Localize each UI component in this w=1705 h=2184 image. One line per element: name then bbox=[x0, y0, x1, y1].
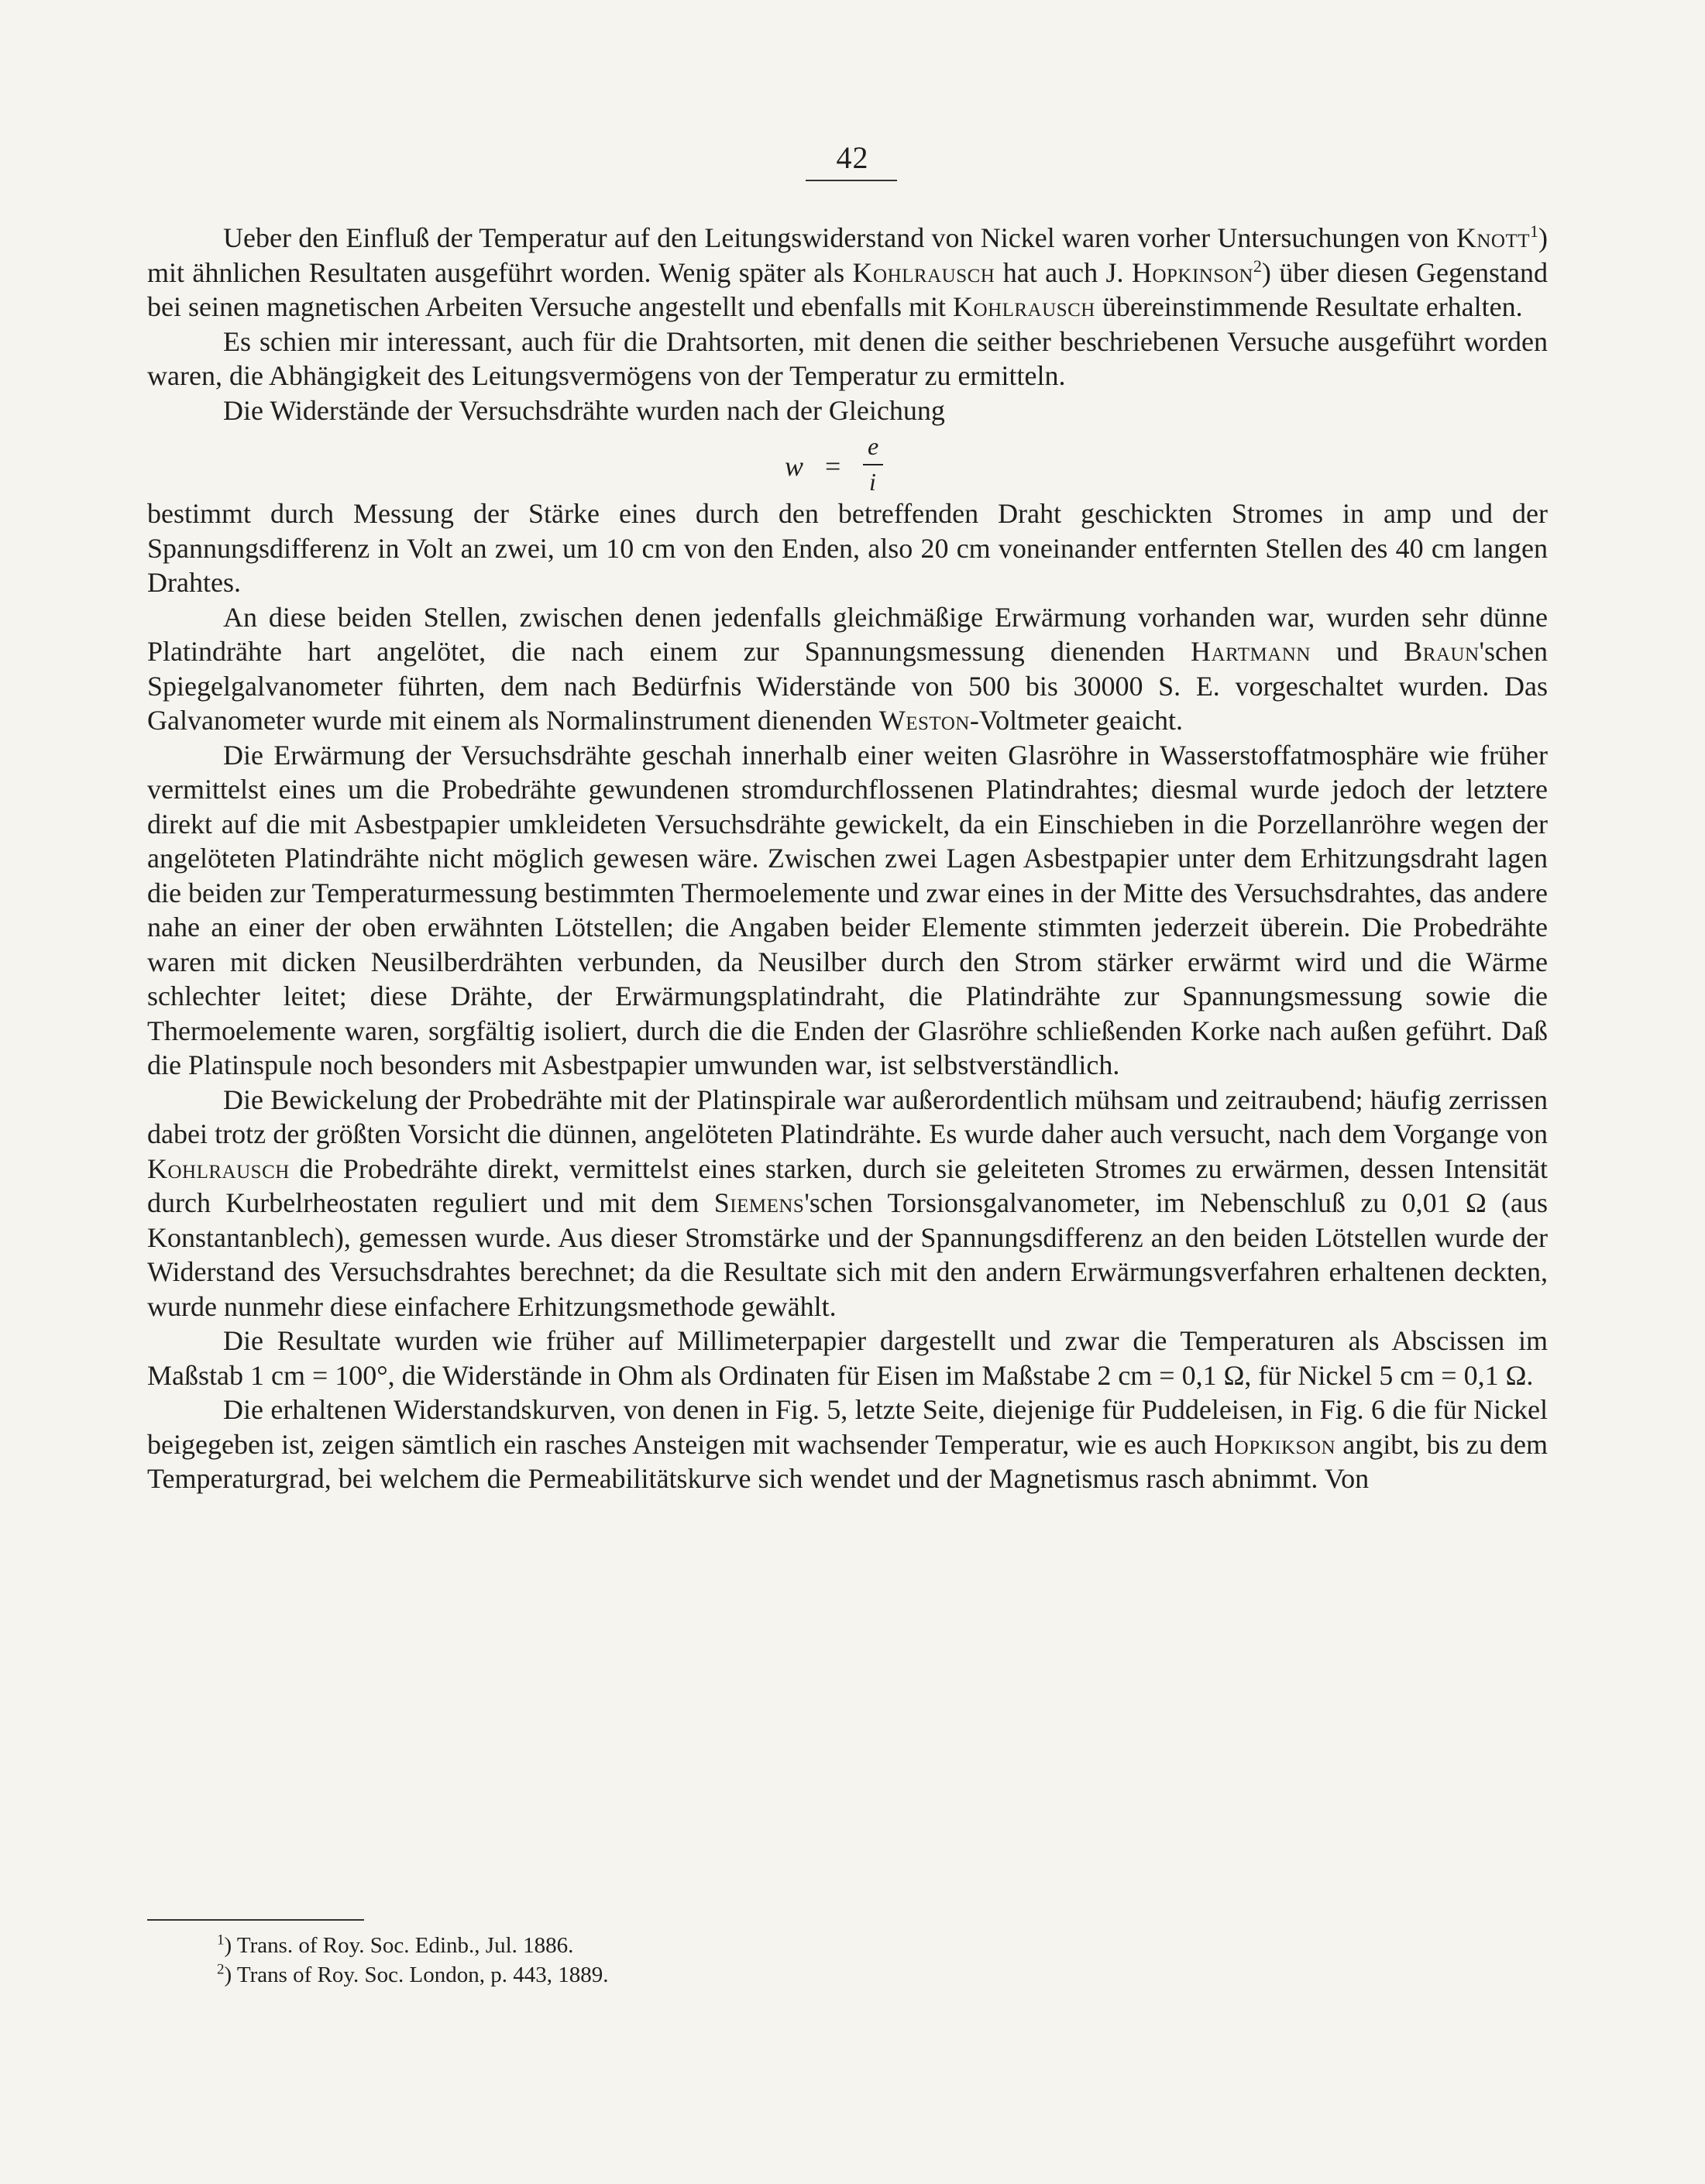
author-name: Siemens bbox=[713, 1187, 805, 1218]
text: -Voltmeter geaicht. bbox=[969, 705, 1184, 736]
paragraph-7 bbox=[147, 1083, 1548, 1324]
author-name: Kohlrausch bbox=[953, 291, 1095, 322]
author-name: Weston bbox=[878, 705, 970, 736]
paragraph-6 bbox=[147, 738, 1548, 1083]
paragraph-5 bbox=[147, 600, 1548, 738]
author-name: Kohlrausch bbox=[852, 256, 995, 288]
text: Die Bewickelung der Probedrähte mit der Platinspirale war außerordentlich mühsam und zeitraubend; häufig zerrissen dabei trotz der größten Vorsicht die dünnen, angelöteten Platindrähte. Es wurde daher auch versucht, nach dem Vorgange von bbox=[147, 1083, 1548, 1149]
text: und bbox=[1310, 636, 1404, 667]
paragraph-9 bbox=[147, 1392, 1548, 1496]
footnote-1 bbox=[217, 1931, 1379, 1960]
text: Die Widerstände der Versuchsdrähte wurden nach der Gleichung bbox=[223, 394, 945, 426]
footnote-mark: 1 bbox=[217, 1932, 225, 1949]
paragraph-3 bbox=[147, 393, 1548, 428]
text: Es schien mir interessant, auch für die Drahtsorten, mit denen die seither beschriebenen Versuche ausgeführt worden waren, die Abhängigkeit des Leitungsvermögens von der Temperatur zu ermitteln. bbox=[147, 325, 1548, 391]
body-text bbox=[147, 221, 1548, 1496]
text: bestimmt durch Messung der Stärke eines durch den betreffenden Draht geschickten Stromes in amp und der Spannungsdifferenz in Volt an zwei, um 10 cm von den Enden, also 20 cm voneinander entfernten Stellen des 40 cm langen Drahtes. bbox=[147, 498, 1548, 598]
author-name: Hartmann bbox=[1191, 636, 1311, 667]
equation bbox=[147, 428, 1548, 496]
text: Die Erwärmung der Versuchsdrähte geschah innerhalb einer weiten Glasröhre in Wasserstoffatmosphäre wie früher vermittelst eines um die Probedrähte gewundenen stromdurchflossenen Platindrahtes; diesmal wurde jedoch der letztere direkt auf die mit Asbestpapier umkleideten Versuchsdrähte gewickelt, da ein Einschieben in die Porzellanröhre wegen der angelöteten Platindrähte nicht möglich gewesen wäre. Zwischen zwei Lagen Asbestpapier unter dem Erhitzungsdraht lagen die beiden zur Temperaturmessung bestimmten Thermoelemente und zwar eines in der Mitte des Versuchsdrahtes, das andere nahe an einer der oben erwähnten Lötstellen; die Angaben beider Elemente stimmten jederzeit überein. Die Probedrähte waren mit dicken Neusilberdrähten verbunden, da Neusilber durch den Strom stärker erwärmt wird und die Wärme schlechter leitet; diese Drähte, der Erwärmungsplatindraht, die Platindrähte zur Spannungsmessung sowie die Thermoelemente waren, sorgfältig isoliert, durch die die Enden der Glasröhre schließenden Korke nach außen geführt. Daß die Platinspule noch besonders mit Asbestpapier umwunden war, ist selbstverständlich. bbox=[147, 739, 1548, 1080]
footnote-2 bbox=[217, 1960, 1379, 1990]
author-name: Hopkinson bbox=[1131, 256, 1253, 288]
text: 'schen Torsionsgalvanometer, im Nebenschluß zu 0,01 Ω (aus Konstantanblech), gemessen wurde. Aus dieser Stromstärke und der Spannungsdifferenz an den beiden Lötstellen wurde der Widerstand des Versuchsdrahtes berechnet; da die Resultate sich mit den andern Erwärmungsverfahren erhaltenen deckten, wurde nunmehr diese einfachere Erhitzungsmethode gewählt. bbox=[147, 1187, 1549, 1322]
equals-sign: = bbox=[825, 451, 841, 482]
footnote-text: ) Trans of Roy. Soc. London, p. 443, 1889. bbox=[224, 1963, 609, 1987]
fraction-numerator: e bbox=[868, 432, 879, 460]
page-number: 42 bbox=[836, 140, 869, 175]
paragraph-2 bbox=[147, 325, 1548, 393]
text: Die Resultate wurden wie früher auf Millimeterpapier dargestellt und zwar die Temperaturen als Abscissen im Maßstab 1 cm = 100°, die Widerstände in Ohm als Ordinaten für Eisen im Maßstabe 2 cm = 0,1 Ω, für Nickel 5 cm = 0,1 Ω. bbox=[147, 1325, 1548, 1391]
text: Ueber den Einfluß der Temperatur auf den Leitungswiderstand von Nickel waren vorher Untersuchungen von bbox=[223, 222, 1456, 253]
text: Die erhaltenen Widerstandskurven, von denen in Fig. 5, letzte Seite, diejenige für Puddeleisen, in Fig. 6 die für Nickel beigegeben ist, zeigen sämtlich ein rasches Ansteigen mit wachsender Temperatur, wie es auch bbox=[147, 1394, 1548, 1460]
fraction-denominator: i bbox=[869, 468, 876, 496]
text: 'schen Spiegelgalvanometer führten, dem nach Bedürfnis Widerstände von 500 bis 30000 S. E. vorgeschaltet wurden. Das Galvanometer wurde mit einem als Normalinstrument dienenden bbox=[147, 636, 1548, 736]
paragraph-8 bbox=[147, 1324, 1548, 1392]
footnote-text: ) Trans. of Roy. Soc. Edinb., Jul. 1886. bbox=[224, 1933, 574, 1958]
footnotes bbox=[217, 1931, 1379, 1990]
text: die Probedrähte direkt, vermittelst eines starken, durch sie geleiteten Stromes zu erwärmen, dessen Intensität durch Kurbelrheostaten reguliert und mit dem bbox=[147, 1152, 1548, 1218]
text: ) mit ähnlichen Resultaten ausgeführt worden. Wenig später als bbox=[147, 222, 1548, 288]
text: übereinstimmende Resultate erhalten. bbox=[1095, 291, 1523, 322]
text: ) über diesen Gegenstand bei seinen magnetischen Arbeiten Versuche angestellt und ebenfalls mit bbox=[147, 256, 1548, 322]
paragraph-4 bbox=[147, 496, 1548, 600]
footnote-rule bbox=[147, 1919, 364, 1921]
footnote-mark: 2 bbox=[217, 1961, 225, 1978]
equation-lhs: w bbox=[785, 451, 804, 482]
footnote-ref: 2 bbox=[1253, 256, 1262, 276]
text: An diese beiden Stellen, zwischen denen jedenfalls gleichmäßige Erwärmung vorhanden war, wurden sehr dünne Platindrähte hart angelötet, die nach einem zur Spannungsmessung dienenden bbox=[147, 601, 1548, 667]
page-number-rule bbox=[806, 180, 897, 181]
footnote-ref: 1 bbox=[1530, 221, 1538, 241]
author-name: Hopkikson bbox=[1214, 1428, 1336, 1460]
author-name: Braun bbox=[1404, 636, 1480, 667]
paragraph-1 bbox=[147, 221, 1548, 325]
author-name: Knott bbox=[1456, 222, 1530, 253]
text: angibt, bis zu dem Temperaturgrad, bei welchem die Permeabilitätskurve sich wendet und der Magnetismus rasch abnimmt. Von bbox=[147, 1428, 1548, 1494]
author-name: Kohlrausch bbox=[147, 1152, 290, 1184]
text: hat auch J. bbox=[995, 256, 1132, 288]
